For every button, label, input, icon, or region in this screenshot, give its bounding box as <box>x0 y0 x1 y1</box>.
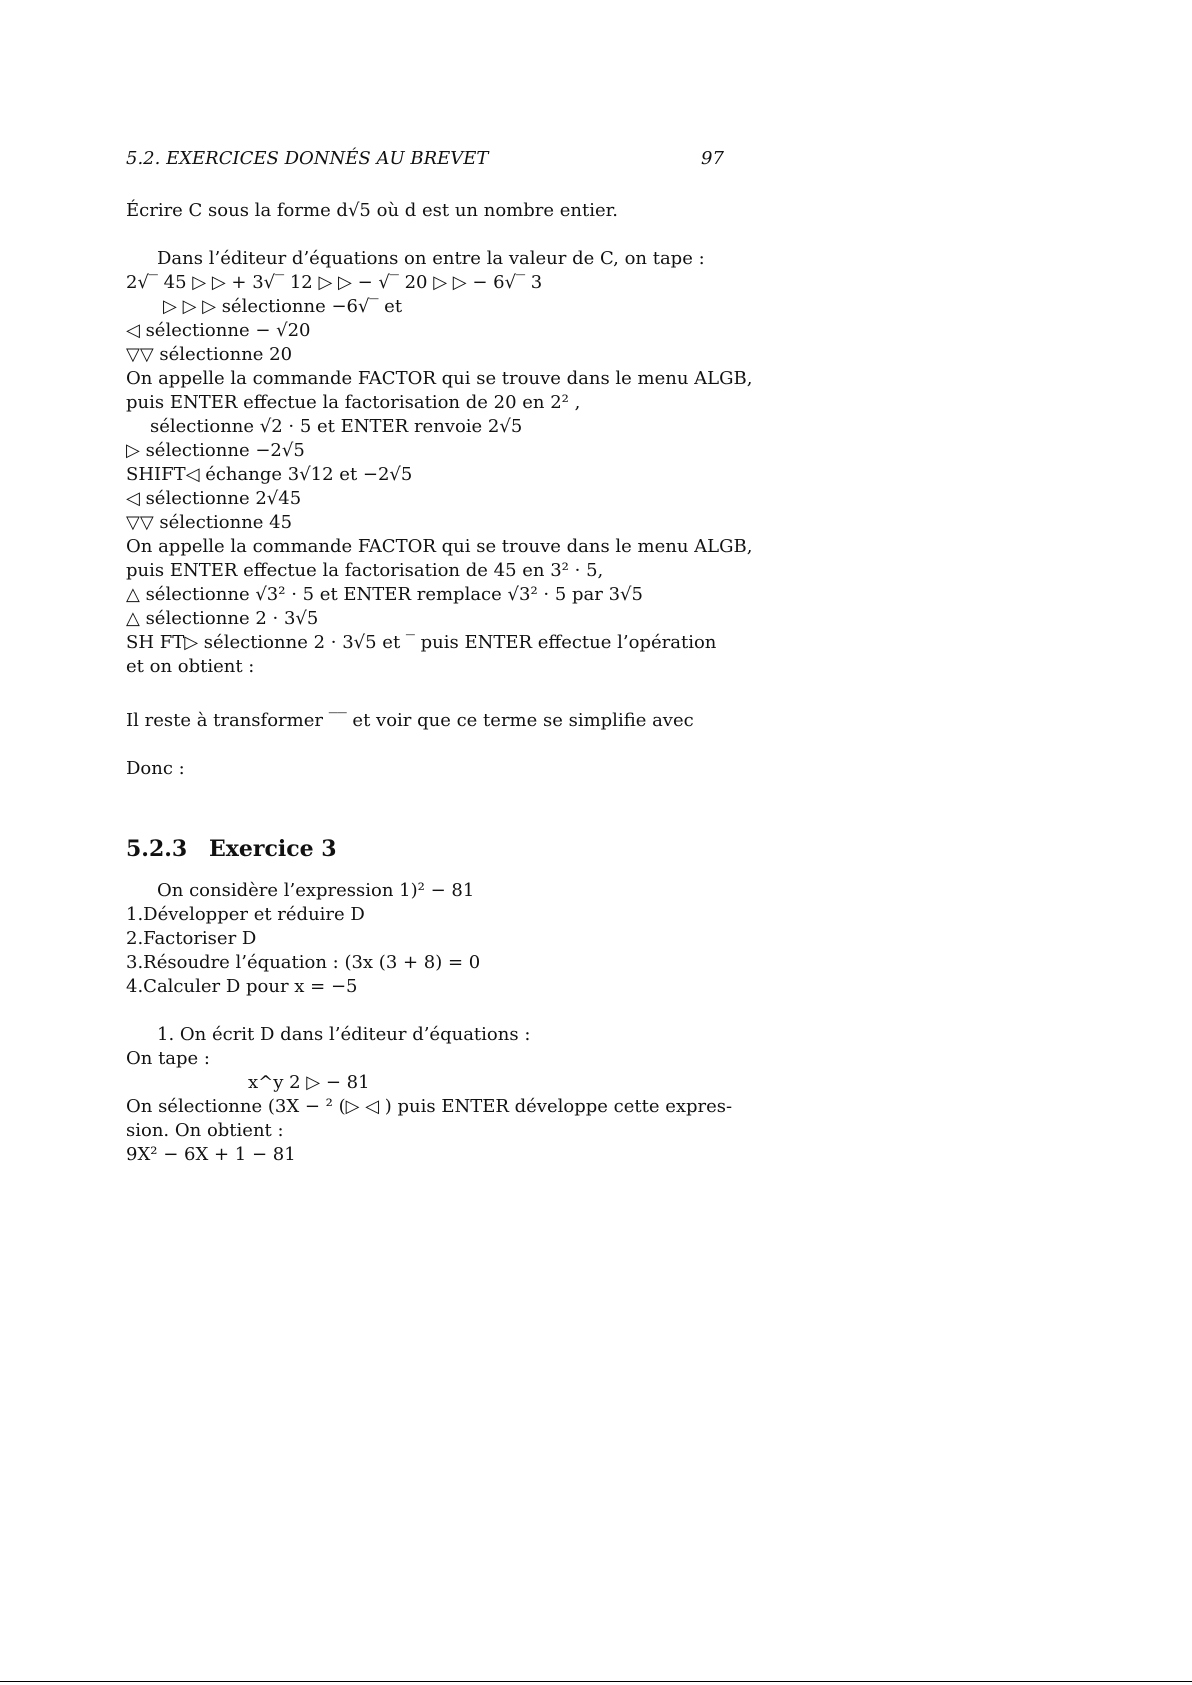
text-line: Donc : <box>126 758 185 779</box>
text-line: sélectionne √2 · 5 et ENTER renvoie 2√5 <box>150 416 523 437</box>
text-line: Dans l’éditeur d’équations on entre la valeur de C, on tape : <box>157 248 705 269</box>
text-line: puis ENTER effectue la factorisation de 45 en 3² · 5, <box>126 560 604 581</box>
text-line: On appelle la commande FACTOR qui se trouve dans le menu ALGB, <box>126 368 753 389</box>
text-line: Il reste à transformer ‾‾ et voir que ce terme se simplifie avec <box>126 710 694 731</box>
text-line: 4.Calculer D pour x = −5 <box>126 976 358 997</box>
text-line: ▷ ▷ ▷ sélectionne −6√‾ et <box>163 296 403 317</box>
text-line: On tape : <box>126 1048 210 1069</box>
text-line: On appelle la commande FACTOR qui se trouve dans le menu ALGB, <box>126 536 753 557</box>
text-line: 3.Résoudre l’équation : (3x (3 + 8) = 0 <box>126 952 481 973</box>
section-title: Exercice 3 <box>209 836 337 862</box>
text-line: ▽▽ sélectionne 45 <box>126 512 293 533</box>
text-line: 2.Factoriser D <box>126 928 257 949</box>
text-line: et on obtient : <box>126 656 255 677</box>
text-line: On sélectionne (3X − ² (▷ ◁ ) puis ENTER développe cette expres- <box>126 1096 733 1117</box>
text-line: On considère l’expression 1)² − 81 <box>157 880 475 901</box>
text-line: ▷ sélectionne −2√5 <box>126 440 305 461</box>
text-line: SH FT▷ sélectionne 2 · 3√5 et ‾ puis ENTER effectue l’opération <box>126 632 717 653</box>
key-sequence: 2√‾ 45 ▷ ▷ + 3√‾ 12 ▷ ▷ − √‾ 20 ▷ ▷ − 6√‾ 3 <box>126 272 543 293</box>
running-title: 5.2. EXERCICES DONNÉS AU BREVET <box>126 148 489 169</box>
text-line: ◁ sélectionne − √20 <box>126 320 311 341</box>
section-number: 5.2.3 <box>126 836 188 862</box>
text-line: SHIFT◁ échange 3√12 et −2√5 <box>126 464 413 485</box>
key-sequence: x^y 2 ▷ − 81 <box>248 1072 370 1093</box>
bottom-rule <box>0 1681 1192 1682</box>
text-line: Écrire C sous la forme d√5 où d est un nombre entier. <box>126 200 618 221</box>
text-line: puis ENTER effectue la factorisation de 20 en 2² , <box>126 392 581 413</box>
text-line: 9X² − 6X + 1 − 81 <box>126 1144 296 1165</box>
text-line: △ sélectionne √3² · 5 et ENTER remplace √3² · 5 par 3√5 <box>126 584 643 605</box>
text-line: 1.Développer et réduire D <box>126 904 365 925</box>
text-line: sion. On obtient : <box>126 1120 284 1141</box>
running-header <box>126 148 724 170</box>
text-line: 1. On écrit D dans l’éditeur d’équations : <box>157 1024 531 1045</box>
text-line: ◁ sélectionne 2√45 <box>126 488 302 509</box>
text-line: △ sélectionne 2 · 3√5 <box>126 608 319 629</box>
section-heading <box>126 836 337 862</box>
text-line: ▽▽ sélectionne 20 <box>126 344 293 365</box>
page-number: 97 <box>701 148 724 169</box>
